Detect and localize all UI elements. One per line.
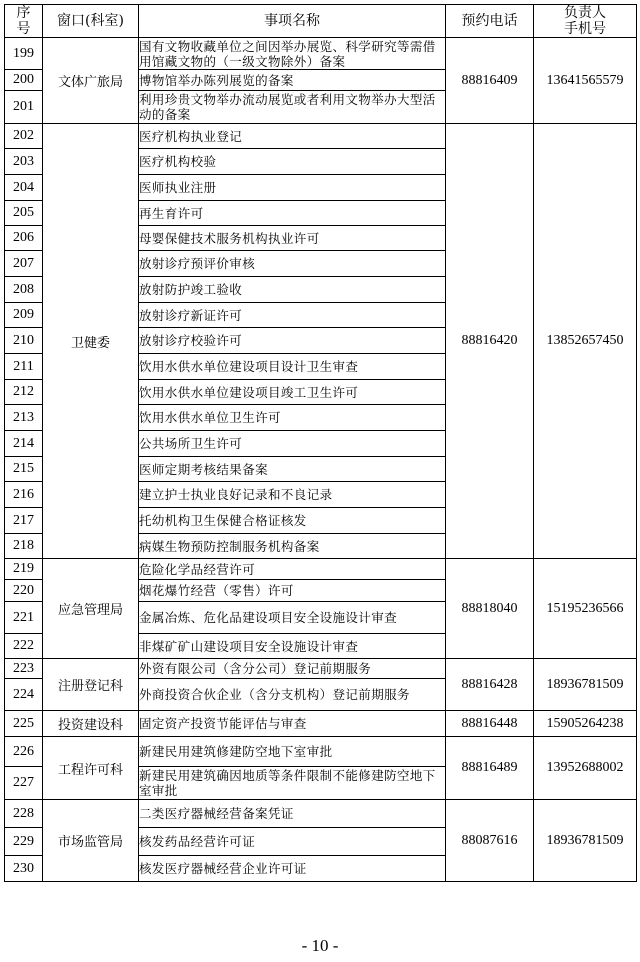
row-seq: 211 (5, 354, 43, 380)
row-seq: 206 (5, 226, 43, 251)
table-row (5, 711, 637, 737)
header-window: 窗口(科室) (43, 5, 139, 38)
row-seq: 222 (5, 634, 43, 659)
row-seq: 220 (5, 580, 43, 602)
table-row (5, 124, 637, 149)
item-name: 病媒生物预防控制服务机构备案 (139, 534, 446, 559)
header-mobile (534, 5, 637, 38)
item-name: 医疗机构校验 (139, 149, 446, 175)
header-mobile-line2: 手机号 (564, 21, 606, 37)
row-seq: 216 (5, 482, 43, 508)
window-cell: 投资建设科 (43, 711, 139, 737)
row-seq: 209 (5, 303, 43, 328)
item-name: 核发医疗器械经营企业许可证 (139, 856, 446, 882)
booking-phone: 88816428 (446, 659, 534, 711)
table-row (5, 800, 637, 828)
row-seq: 221 (5, 602, 43, 634)
header-phone: 预约电话 (446, 5, 534, 38)
service-table (4, 4, 637, 882)
row-seq: 224 (5, 679, 43, 711)
row-seq: 219 (5, 559, 43, 580)
item-name: 饮用水供水单位建设项目设计卫生审查 (139, 354, 446, 380)
manager-mobile: 18936781509 (534, 659, 637, 711)
booking-phone: 88087616 (446, 800, 534, 882)
booking-phone: 88816420 (446, 124, 534, 559)
table-row (5, 737, 637, 767)
item-name: 国有文物收藏单位之间因举办展览、科学研究等需借用馆藏文物的（一级文物除外）备案 (139, 38, 446, 70)
booking-phone: 88816448 (446, 711, 534, 737)
window-cell: 卫健委 (43, 124, 139, 559)
row-seq: 200 (5, 70, 43, 91)
row-seq: 208 (5, 277, 43, 303)
row-seq: 201 (5, 91, 43, 124)
item-name: 新建民用建筑确因地质等条件限制不能修建防空地下室审批 (139, 767, 446, 800)
row-seq: 223 (5, 659, 43, 679)
booking-phone: 88816489 (446, 737, 534, 800)
header-seq-line1: 序 (16, 5, 31, 21)
row-seq: 226 (5, 737, 43, 767)
row-seq: 227 (5, 767, 43, 800)
row-seq: 212 (5, 380, 43, 405)
header-mobile-line1: 负责人 (564, 5, 606, 21)
item-name: 建立护士执业良好记录和不良记录 (139, 482, 446, 508)
item-name: 饮用水供水单位建设项目竣工卫生许可 (139, 380, 446, 405)
row-seq: 203 (5, 149, 43, 175)
item-name: 再生育许可 (139, 201, 446, 226)
row-seq: 218 (5, 534, 43, 559)
item-name: 固定资产投资节能评估与审查 (139, 711, 446, 737)
item-name: 金属冶炼、危化品建设项目安全设施设计审查 (139, 602, 446, 634)
item-name: 外商投资合伙企业（含分支机构）登记前期服务 (139, 679, 446, 711)
manager-mobile: 13641565579 (534, 38, 637, 124)
item-name: 博物馆举办陈列展览的备案 (139, 70, 446, 91)
manager-mobile: 15195236566 (534, 559, 637, 659)
item-name: 放射诊疗新证许可 (139, 303, 446, 328)
row-seq: 210 (5, 328, 43, 354)
header-item: 事项名称 (139, 5, 446, 38)
header-seq (5, 5, 43, 38)
header-row (5, 5, 637, 38)
item-name: 饮用水供水单位卫生许可 (139, 405, 446, 431)
item-name: 利用珍贵文物举办流动展览或者利用文物举办大型活动的备案 (139, 91, 446, 124)
row-seq: 228 (5, 800, 43, 828)
row-seq: 215 (5, 457, 43, 482)
table-row (5, 38, 637, 70)
page-number: - 10 - (301, 936, 339, 955)
window-cell: 注册登记科 (43, 659, 139, 711)
row-seq: 230 (5, 856, 43, 882)
row-seq: 217 (5, 508, 43, 534)
item-name: 非煤矿矿山建设项目安全设施设计审查 (139, 634, 446, 659)
window-cell: 工程许可科 (43, 737, 139, 800)
item-name: 母婴保健技术服务机构执业许可 (139, 226, 446, 251)
manager-mobile: 13952688002 (534, 737, 637, 800)
manager-mobile: 13852657450 (534, 124, 637, 559)
table-row (5, 659, 637, 679)
item-name: 放射防护竣工验收 (139, 277, 446, 303)
row-seq: 213 (5, 405, 43, 431)
table-row (5, 559, 637, 580)
row-seq: 207 (5, 251, 43, 277)
item-name: 托幼机构卫生保健合格证核发 (139, 508, 446, 534)
item-name: 二类医疗器械经营备案凭证 (139, 800, 446, 828)
item-name: 放射诊疗预评价审核 (139, 251, 446, 277)
item-name: 烟花爆竹经营（零售）许可 (139, 580, 446, 602)
item-name: 医疗机构执业登记 (139, 124, 446, 149)
row-seq: 225 (5, 711, 43, 737)
item-name: 公共场所卫生许可 (139, 431, 446, 457)
row-seq: 205 (5, 201, 43, 226)
item-name: 放射诊疗校验许可 (139, 328, 446, 354)
manager-mobile: 15905264238 (534, 711, 637, 737)
manager-mobile: 18936781509 (534, 800, 637, 882)
window-cell: 应急管理局 (43, 559, 139, 659)
header-seq-line2: 号 (16, 21, 31, 37)
window-cell: 文体广旅局 (43, 38, 139, 124)
item-name: 核发药品经营许可证 (139, 828, 446, 856)
item-name: 外资有限公司（含分公司）登记前期服务 (139, 659, 446, 679)
window-cell: 市场监管局 (43, 800, 139, 882)
item-name: 医师定期考核结果备案 (139, 457, 446, 482)
booking-phone: 88818040 (446, 559, 534, 659)
table-body (5, 38, 637, 882)
item-name: 危险化学品经营许可 (139, 559, 446, 580)
item-name: 医师执业注册 (139, 175, 446, 201)
booking-phone: 88816409 (446, 38, 534, 124)
row-seq: 199 (5, 38, 43, 70)
row-seq: 204 (5, 175, 43, 201)
item-name: 新建民用建筑修建防空地下室审批 (139, 737, 446, 767)
row-seq: 214 (5, 431, 43, 457)
row-seq: 229 (5, 828, 43, 856)
row-seq: 202 (5, 124, 43, 149)
